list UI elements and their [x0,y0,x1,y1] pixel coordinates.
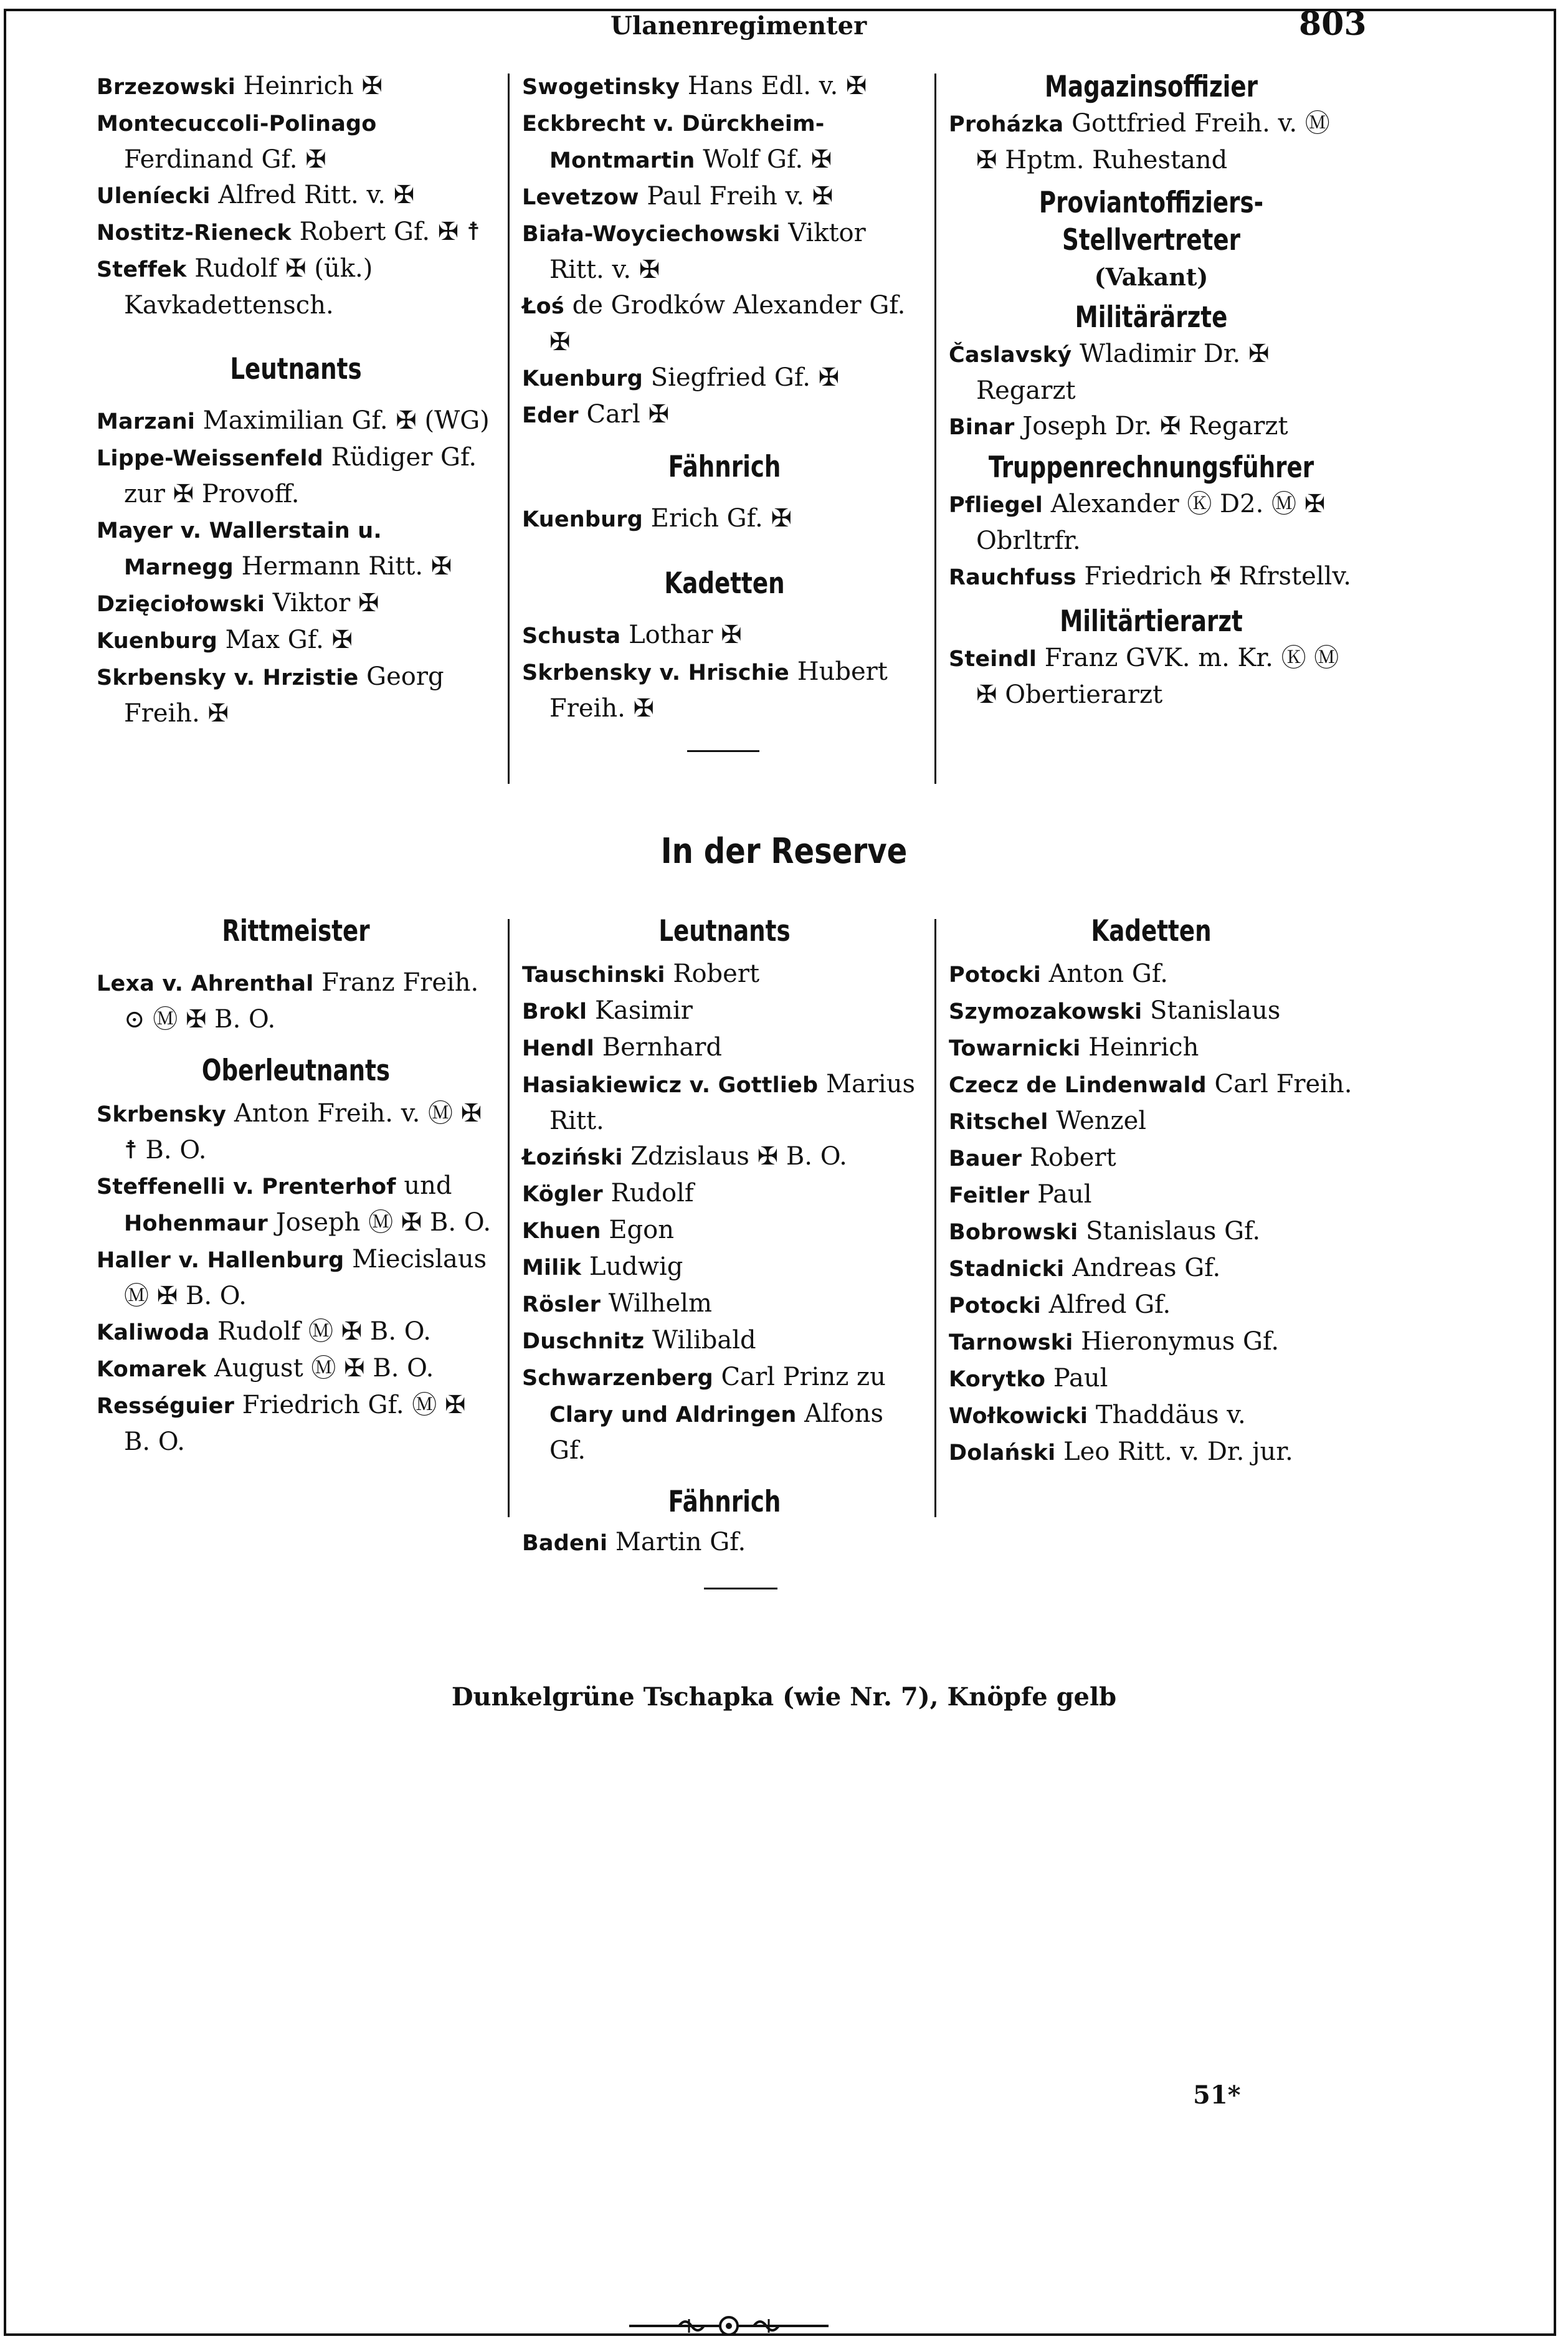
uniform-note: Dunkelgrüne Tschapka (wie Nr. 7), Knöpfe gelb [451,1682,1117,1712]
officer-surname: Lippe-Weissenfeld [97,446,323,471]
officer-entry [949,1177,1354,1214]
officer-surname: Tarnowski [949,1330,1073,1355]
officer-surname: Feitler [949,1183,1030,1208]
officer-entry [949,1140,1354,1177]
officer-details: Heinrich [1080,1033,1199,1062]
reserve-column-1 [97,913,495,1460]
officer-surname: Kuenburg [522,507,643,532]
officer-entry [949,487,1354,559]
officer-entry [522,105,927,179]
officer-details: Rüdiger Gf. zur ✠ Provoff. [124,443,477,508]
officer-entry [522,654,927,727]
officer-surname: Kuenburg [97,629,217,654]
officer-surname: Khuen [522,1219,601,1244]
officer-details: Egon [601,1216,674,1244]
officer-surname: Czecz de Lindenwald [949,1073,1207,1098]
officer-entry [949,1398,1354,1434]
officer-surname: Bauer [949,1146,1022,1171]
officer-entry [97,105,495,178]
officer-surname: Dzięciołowski [97,592,265,617]
officer-details: Siegfried Gf. ✠ [642,363,840,392]
officer-entry [522,1323,927,1360]
officer-surname: Duschnitz [522,1329,645,1354]
kadetten-list [949,956,1354,1471]
column-divider [934,919,936,1517]
officer-details: und [396,1171,452,1200]
officer-surname: Clary und Aldringen [549,1403,797,1427]
officer-surname: Potocki [949,963,1041,988]
officer-entry [522,397,927,434]
officer-details: Robert [1022,1143,1116,1172]
officer-details: Zdzislaus ✠ B. O. [622,1142,847,1171]
tierarzt-list [949,641,1354,713]
officer-details: Heinrich ✠ [235,72,383,100]
column-divider [508,74,510,784]
officer-surname: Skrbensky v. Hrzistie [97,665,359,690]
officer-surname: Hasiakiewicz v. Gottlieb [522,1073,819,1098]
faehnrich-list [522,501,927,538]
officer-details: Anton Freih. v. Ⓜ ✠ ☨ B. O. [124,1099,482,1165]
officer-surname: Steindl [949,647,1037,672]
officer-details: Franz Freih. ⊙ Ⓜ ✠ B. O. [124,968,479,1034]
officer-details: Robert Gf. ✠ ☨ [291,217,480,246]
officer-surname: Hendl [522,1036,594,1061]
active-column-1 [97,69,495,731]
officer-entry [97,69,495,105]
officer-details: Ferdinand Gf. ✠ [124,145,326,174]
officer-entry [97,659,495,731]
officer-details: Wolf Gf. ✠ [695,145,832,174]
officer-details: Max Gf. ✠ [217,626,353,654]
officer-details: Paul [1029,1180,1092,1209]
aerzte-list [949,336,1354,445]
officer-details: Wilibald [644,1326,756,1355]
rittmeister-list [97,965,495,1037]
officer-list [97,69,495,323]
signature-mark: 51* [1193,2080,1241,2110]
officer-details: Carl Freih. [1206,1070,1352,1098]
officer-entry [522,1212,927,1249]
officer-surname: Uleníecki [97,184,211,209]
officer-surname: Lexa v. Ahrenthal [97,971,314,996]
officer-surname: Brzezowski [97,75,235,100]
officer-entry [97,586,495,622]
officer-entry [522,216,927,288]
officer-entry [97,1314,495,1351]
officer-surname: Biała-Woyciechowski [522,222,781,247]
section-heading-faehnrich: Fähnrich [668,450,781,484]
page-frame-left [4,9,6,2336]
officer-surname: Komarek [97,1357,207,1382]
reserve-title: In der Reserve [660,831,908,872]
officer-entry [949,1067,1354,1103]
officer-details: Miecislaus Ⓜ ✠ B. O. [124,1245,487,1310]
officer-details: Hermann Ritt. ✠ [233,552,452,581]
officer-surname: Brokl [522,999,587,1024]
officer-entry [949,1287,1354,1324]
officer-entry [97,214,495,251]
officer-details: Friedrich Gf. Ⓜ ✠ B. O. [124,1391,466,1456]
officer-details: Alexander Ⓚ D2. Ⓜ ✠ Obrltrfr. [976,490,1326,555]
section-heading-rechnung: Truppenrechnungsführer [988,450,1314,485]
officer-details: Andreas Gf. [1064,1254,1221,1282]
officer-entry [522,1286,927,1323]
officer-entry [949,1324,1354,1361]
short-rule [704,1588,777,1589]
officer-entry [97,440,495,512]
officer-surname: Marzani [97,409,196,434]
officer-entry [522,956,927,993]
officer-surname: Časlavský [949,343,1072,368]
officer-surname: Nostitz-Rieneck [97,221,292,245]
running-title: Ulanenregimenter [611,11,867,40]
officer-surname: Mayer v. Wallerstain u. Marnegg [97,518,382,580]
faehnrich-list [522,1525,927,1561]
officer-surname: Eder [522,403,579,428]
officer-details: Wenzel [1048,1107,1147,1135]
officer-surname: Rösler [522,1292,601,1317]
officer-surname: Haller v. Hallenburg [97,1248,344,1273]
officer-surname: Binar [949,415,1015,440]
leutnants-list [97,403,495,731]
rechnung-list [949,487,1354,596]
section-heading-tierarzt: Militärtierarzt [1060,604,1243,639]
officer-surname: Łoś [522,294,564,319]
officer-entry [97,1351,495,1388]
officer-entry [949,993,1354,1030]
officer-details: Kasimir [587,996,693,1025]
section-heading-rittmeister: Rittmeister [222,914,370,948]
section-heading-aerzte: Militärärzte [1075,300,1228,335]
officer-entry [949,106,1354,178]
officer-entry [522,360,927,397]
officer-details: Georg Freih. ✠ [124,662,444,728]
officer-details: Friedrich ✠ Rfrstellv. [1076,562,1351,591]
officer-surname: Rauchfuss [949,565,1076,590]
column-divider [508,919,510,1517]
officer-surname: Swogetinsky [522,75,680,100]
officer-entry [522,288,927,360]
oberleutnants-list [97,1096,495,1460]
officer-details: Ludwig [581,1252,683,1281]
active-column-2 [522,69,927,752]
officer-entry [522,1525,927,1561]
officer-details: Alfred Gf. [1040,1290,1171,1319]
officer-details: Leo Ritt. v. Dr. jur. [1055,1437,1293,1466]
officer-surname: Proházka [949,112,1064,137]
officer-surname: Steffenelli v. Prenterhof [97,1174,396,1199]
officer-entry [97,965,495,1037]
officer-details: Erich Gf. ✠ [642,504,792,533]
kadetten-list [522,617,927,727]
officer-details: Rudolf ✠ (ük.) Kavkadettensch. [124,254,373,320]
officer-entry [949,1434,1354,1471]
officer-details: Viktor Ritt. v. ✠ [549,219,866,284]
officer-entry [97,1168,495,1242]
officer-details: Stanislaus Gf. [1078,1217,1261,1246]
officer-entry [949,641,1354,713]
officer-surname: Tauschinski [522,963,665,988]
officer-details: Lothar ✠ [620,621,742,649]
officer-details: Alfred Ritt. v. ✠ [210,181,415,209]
section-heading-leutnants: Leutnants [230,352,362,386]
officer-entry [97,1242,495,1314]
officer-details: Joseph Ⓜ ✠ B. O. [267,1208,492,1237]
section-heading-oberleutnants: Oberleutnants [201,1054,391,1088]
officer-details: Rudolf [602,1179,694,1208]
officer-details: Franz GVK. m. Kr. Ⓚ Ⓜ ✠ Obertierarzt [976,644,1339,709]
officer-entry [522,1176,927,1212]
officer-entry [949,409,1354,445]
section-heading-leutnants: Leutnants [658,914,791,948]
officer-details: Hans Edl. v. ✠ [680,72,867,100]
officer-entry [522,501,927,538]
officer-surname: Potocki [949,1293,1041,1318]
officer-entry [522,69,927,105]
officer-entry [949,1361,1354,1398]
officer-surname: Bobrowski [949,1220,1078,1245]
ornament-divider-icon [629,2310,829,2342]
officer-surname: Szymozakowski [949,999,1143,1024]
officer-details: Maximilian Gf. ✠ (WG) [195,406,490,435]
officer-surname: Kuenburg [522,366,643,391]
officer-entry [522,1249,927,1286]
officer-surname: Wołkowicki [949,1404,1088,1429]
officer-entry [949,1030,1354,1067]
officer-details: Thaddäus v. [1088,1401,1246,1429]
running-head [0,5,1568,42]
section-heading-faehnrich: Fähnrich [668,1485,781,1519]
officer-details: Carl ✠ [578,400,670,429]
officer-details: Bernhard [594,1033,722,1062]
officer-entry [522,1360,927,1469]
section-heading-kadetten: Kadetten [664,566,785,601]
officer-entry [97,1096,495,1168]
page-number: 803 [1299,5,1367,43]
proviant-note: (Vakant) [1094,263,1209,291]
officer-entry [522,617,927,654]
officer-surname: Towarnicki [949,1036,1081,1061]
officer-surname: Rességuier [97,1394,235,1419]
officer-entry [522,1139,927,1176]
officer-surname: Łoziński [522,1145,623,1170]
short-rule [687,750,759,752]
officer-entry [522,1030,927,1067]
officer-entry [949,1103,1354,1140]
officer-details: Rudolf Ⓜ ✠ B. O. [209,1317,431,1346]
officer-details: Wilhelm [601,1289,712,1318]
officer-details: Carl Prinz zu [713,1363,886,1391]
officer-details: Paul Freih v. ✠ [639,182,834,211]
officer-details: Alfons Gf. [549,1399,884,1465]
officer-surname: Montecuccoli-Polinago [97,112,377,136]
officer-details: de Grodków Alexander Gf. ✠ [549,291,906,356]
officer-details: Robert [665,960,760,988]
officer-entry [522,179,927,216]
officer-entry [97,1388,495,1460]
officer-details: Stanislaus [1142,996,1281,1025]
reserve-column-2 [522,913,927,1561]
officer-surname: Kögler [522,1182,603,1207]
officer-surname: Kaliwoda [97,1320,210,1345]
officer-details: Joseph Dr. ✠ Regarzt [1014,412,1288,441]
magazin-list [949,106,1354,178]
officer-details: Hubert Freih. ✠ [549,657,888,723]
officer-details: Martin Gf. [607,1528,746,1556]
officer-list [522,69,927,434]
officer-entry [522,1067,927,1139]
officer-surname: Ritschel [949,1110,1048,1135]
officer-surname: Milik [522,1255,582,1280]
officer-surname: Dolański [949,1441,1056,1465]
officer-entry [97,251,495,323]
officer-details: Wladimir Dr. ✠ Regarzt [976,340,1270,405]
column-divider [934,74,936,784]
page-frame-right [1554,9,1556,2336]
leutnants-list [522,956,927,1469]
officer-entry [522,993,927,1030]
officer-details: Anton Gf. [1040,960,1168,988]
officer-surname: Stadnicki [949,1257,1065,1282]
reserve-column-3 [949,913,1354,1471]
section-heading-magazin: Magazinsoffizier [1045,70,1258,104]
officer-details: Viktor ✠ [265,589,379,617]
officer-surname: Steffek [97,257,187,282]
officer-entry [949,956,1354,993]
officer-surname: Skrbensky [97,1102,227,1127]
officer-surname: Eckbrecht v. Dürckheim-Montmartin [522,112,825,173]
officer-entry [949,336,1354,409]
section-heading-kadetten: Kadetten [1091,914,1212,948]
officer-entry [97,178,495,214]
officer-surname: Schusta [522,624,621,649]
officer-surname: Schwarzenberg [522,1366,713,1391]
officer-details: Paul [1045,1364,1108,1393]
officer-details: Gottfried Freih. v. Ⓜ ✠ Hptm. Ruhestand [976,109,1330,174]
officer-entry [97,512,495,586]
officer-surname: Pfliegel [949,493,1043,518]
officer-surname: Skrbensky v. Hrischie [522,660,789,685]
officer-details: Marius Ritt. [549,1070,916,1135]
officer-details: August Ⓜ ✠ B. O. [206,1354,434,1383]
officer-details: Hieronymus Gf. [1073,1327,1280,1356]
officer-entry [949,1251,1354,1287]
officer-surname: Levetzow [522,185,639,210]
section-heading-proviant: Proviantoffiziers-Stellvertreter [1038,186,1264,257]
officer-entry [949,1214,1354,1251]
officer-entry [949,559,1354,596]
officer-surname: Korytko [949,1367,1046,1392]
officer-entry [97,622,495,659]
officer-entry [97,403,495,440]
officer-surname: Badeni [522,1531,608,1556]
officer-surname: Hohenmaur [124,1211,268,1236]
active-column-3 [949,69,1354,713]
